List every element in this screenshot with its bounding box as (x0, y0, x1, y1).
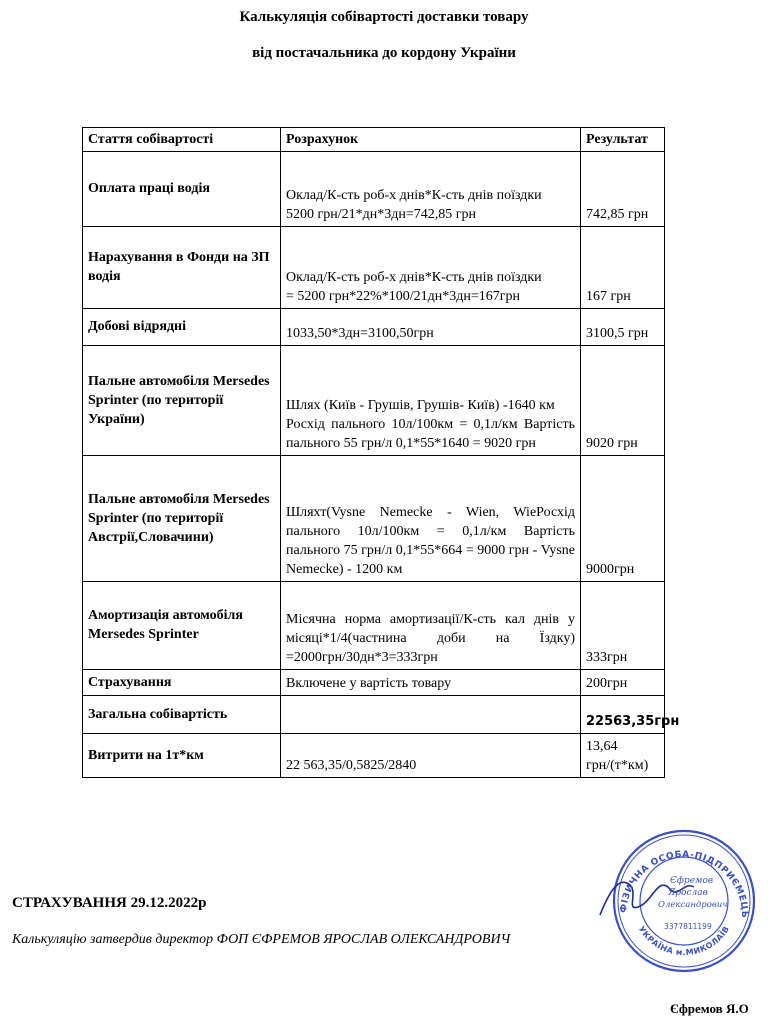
column-header-calc: Розрахунок (281, 128, 581, 152)
row-result: 333грн (581, 582, 665, 670)
row-result: 742,85 грн (581, 152, 665, 227)
row-calc (281, 152, 581, 227)
table-row (83, 227, 665, 309)
stamp-code: 3377811199 (664, 922, 712, 931)
stamp-bottom-text: УКРАЇНА м.МИКОЛАЇВ (636, 924, 732, 958)
table-row (83, 734, 665, 778)
row-item: Пальне автомобіля Mersedes Sprinter (по території України) (83, 346, 281, 456)
calc-line: Шлях (Київ - Грушів, Грушів- Київ) -1640 км (286, 398, 555, 413)
table-row (83, 696, 665, 734)
row-item: Добові відрядні (83, 309, 281, 346)
row-calc (281, 696, 581, 734)
row-calc (281, 227, 581, 309)
table-row (83, 152, 665, 227)
column-header-item: Стаття собівартості (83, 128, 281, 152)
row-result: 200грн (581, 670, 665, 696)
row-item: Загальна собівартість (83, 696, 281, 734)
row-calc: 22 563,35/0,5825/2840 (281, 734, 581, 778)
calc-line: Оклад/К-сть роб-х днів*К-сть днів поїздки (286, 270, 542, 285)
table-row (83, 456, 665, 582)
official-stamp (598, 815, 768, 975)
calc-line: Росхід пального 10л/100км = 0,1л/км Вартість пального 55 грн/л 0,1*55*1640 = 9020 грн (286, 417, 575, 451)
row-result: 9020 грн (581, 346, 665, 456)
row-result: 9000грн (581, 456, 665, 582)
row-item: Страхування (83, 670, 281, 696)
stamp-handwritten-name: Ярослав (668, 888, 708, 898)
approval-line: Калькуляцію затвердив директор ФОП ЄФРЕМОВ ЯРОСЛАВ ОЛЕКСАНДРОВИЧ (12, 932, 511, 947)
row-item: Оплата праці водія (83, 152, 281, 227)
row-item: Витрити на 1т*км (83, 734, 281, 778)
stamp-outer-text: ФІЗИЧНА ОСОБА-ПІДПРИЄМЕЦЬ (618, 849, 750, 919)
calc-line: = 5200 грн*22%*100/21дн*3дн=167грн (286, 289, 521, 304)
row-item: Амортизація автомобіля Mersedes Sprinter (83, 582, 281, 670)
signer-name: Єфремов Я.О (670, 1001, 749, 1016)
row-result: 3100,5 грн (581, 309, 665, 346)
stamp-handwritten-surname: Єфремов (670, 876, 714, 886)
row-calc (281, 346, 581, 456)
row-calc: Включене у вартість товару (281, 670, 581, 696)
table-header-row (83, 128, 665, 152)
document-subtitle: від постачальника до кордону України (252, 45, 516, 61)
stamp-handwritten-patronymic: Олександрович (658, 900, 728, 910)
row-item: Пальне автомобіля Mersedes Sprinter (по території Австрії,Словачини) (83, 456, 281, 582)
row-calc: 1033,50*3дн=3100,50грн (281, 309, 581, 346)
document-title: Калькуляція собівартості доставки товару (239, 9, 529, 25)
row-result: 167 грн (581, 227, 665, 309)
row-item: Нарахування в Фонди на ЗП водія (83, 227, 281, 309)
cost-calculation-table (82, 127, 680, 778)
row-result: 13,64 грн/(т*км) (581, 734, 665, 778)
table-row (83, 582, 665, 670)
total-result: 22563,35грн (581, 696, 665, 734)
calc-line: Оклад/К-сть роб-х днів*К-сть днів поїздки (286, 188, 542, 203)
table-row (83, 309, 665, 346)
column-header-result: Результат (581, 128, 665, 152)
table-row (83, 670, 665, 696)
table-row (83, 346, 665, 456)
calc-line: 5200 грн/21*дн*3дн=742,85 грн (286, 207, 476, 222)
row-calc: Місячна норма амортизації/К-сть кал днів у місяці*1/4(частнина доби на Їздку) =2000грн/30дн*3=333грн (281, 582, 581, 670)
insurance-date-line: СТРАХУВАННЯ 29.12.2022р (12, 895, 207, 911)
row-calc: Шляхт(Vysne Nemecke - Wien, WieРосхід пального 10л/100км = 0,1л/км Вартість пального 75 грн/л 0,1*55*664 = 9000 грн - Vysne Nemecke) - 1200 км (281, 456, 581, 582)
